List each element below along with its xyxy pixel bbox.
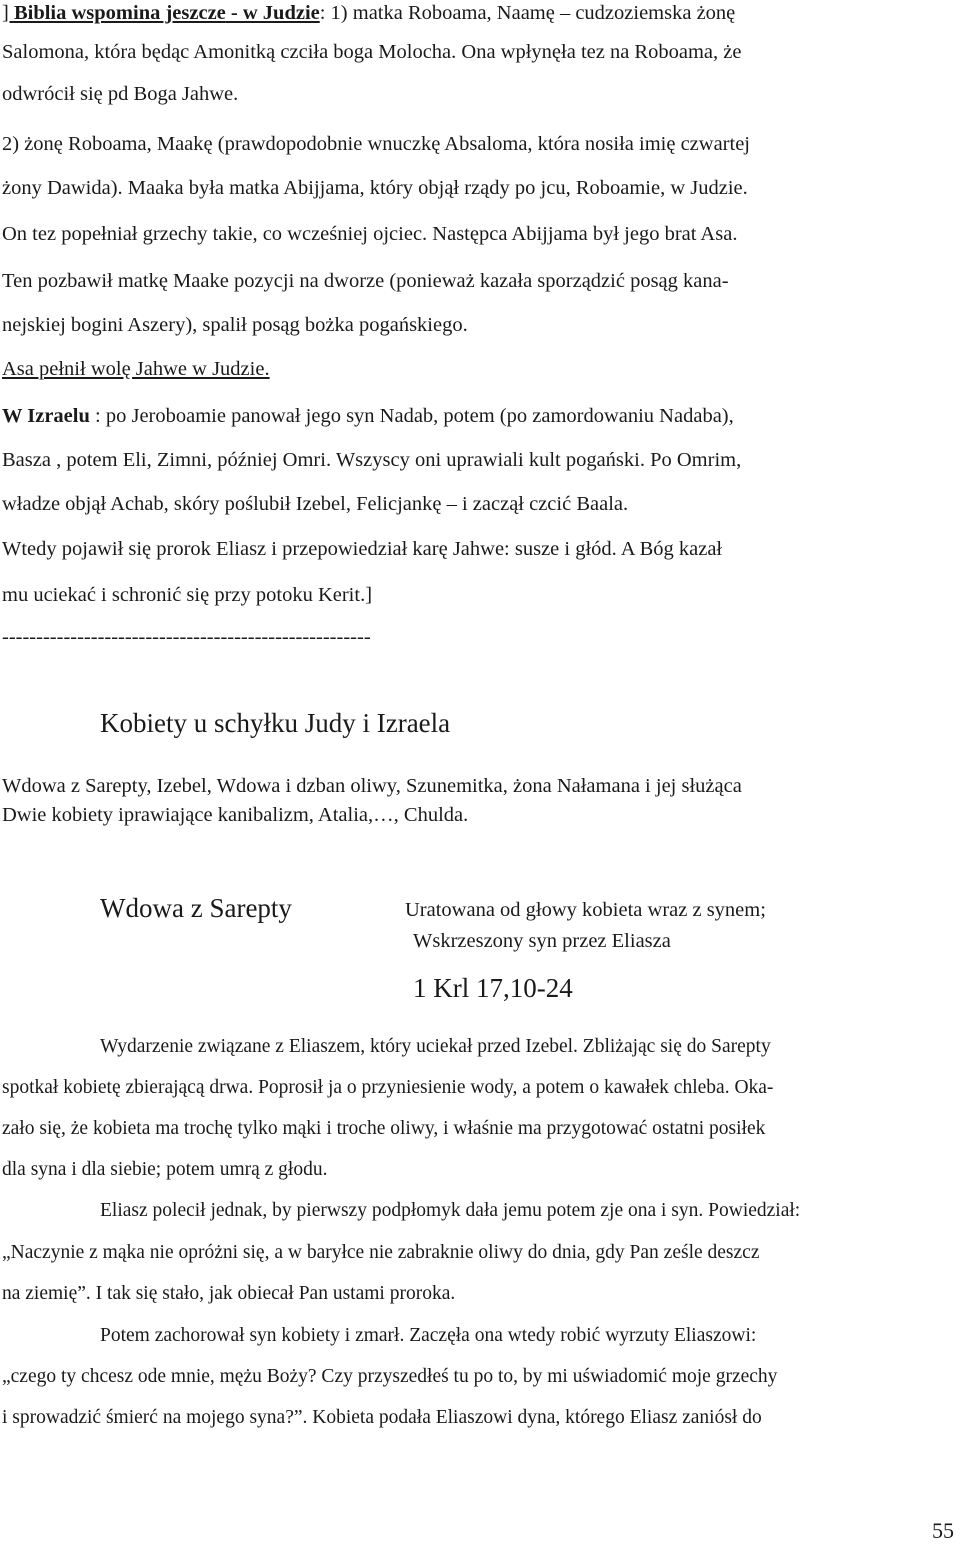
text-line: Eliasz polecił jednak, by pierwszy podpłomyk dała jemu potem zje ona i syn. Powiedział: (100, 1200, 801, 1221)
story-subtitle: Wskrzeszony syn przez Eliasza (413, 930, 671, 952)
text-line: Salomona, która będąc Amonitką czciła boga Molocha. Ona wpłynęła tez na Roboama, że (2, 41, 742, 63)
text-line: Asa pełnił wolę Jahwe w Judzie. (2, 358, 270, 380)
list-line: Dwie kobiety iprawiające kanibalizm, Atalia,…, Chulda. (2, 804, 469, 826)
section-heading: Kobiety u schyłku Judy i Izraela (100, 708, 451, 738)
text-line: 2) żonę Roboama, Maakę (prawdopodobnie wnuczkę Absaloma, która nosiła imię czwartej (2, 133, 750, 155)
text-line: Wtedy pojawił się prorok Eliasz i przepowiedział karę Jahwe: susze i głód. A Bóg kazał (2, 538, 723, 560)
text-line: spotkał kobietę zbierającą drwa. Poprosił ja o przyniesienie wody, a potem o kawałek chleba. Oka- (2, 1077, 774, 1098)
bracket: ] (2, 2, 14, 24)
bible-reference: 1 Krl 17,10-24 (413, 973, 573, 1003)
text-line: władze objął Achab, skóry poślubił Izebel, Felicjankę – i zaczął czcić Baala. (2, 493, 629, 515)
lead-phrase: Biblia wspomina jeszcze (13, 2, 226, 24)
text-line: Basza , potem Eli, Zimni, później Omri. Wszyscy oni uprawiali kult pogański. Po Omrim, (2, 449, 742, 471)
text-line: mu uciekać i schronić się przy potoku Kerit.] (2, 584, 373, 606)
story-title: Wdowa z Sarepty (100, 893, 292, 923)
story-subtitle: Uratowana od głowy kobieta wraz z synem; (405, 899, 766, 921)
line-rest: : 1) matka Roboama, Naamę – cudzoziemska żonę (319, 2, 736, 24)
text-line: Wydarzenie związane z Eliaszem, który uciekał przed Izebel. Zbliżając się do Sarepty (100, 1036, 771, 1057)
text-line: Potem zachorował syn kobiety i zmarł. Zaczęła ona wtedy robić wyrzuty Eliaszowi: (100, 1325, 757, 1346)
text-line: odwrócił się pd Boga Jahwe. (2, 83, 239, 105)
text-line (2, 0, 735, 26)
text-line: zało się, że kobieta ma trochę tylko mąki i troche oliwy, i właśnie ma przygotować ostatni posiłek (2, 1118, 766, 1139)
text-line: Ten pozbawił matkę Maake pozycji na dworze (ponieważ kazała sporządzić posąg kana- (2, 270, 729, 292)
text-line: na ziemię”. I tak się stało, jak obiecał Pan ustami proroka. (2, 1283, 456, 1304)
text-line: On tez popełniał grzechy takie, co wcześniej ojciec. Następca Abijjama był jego brat Asa. (2, 223, 738, 245)
line-rest: : po Jeroboamie panował jego syn Nadab, potem (po zamordowaniu Nadaba), (89, 405, 734, 427)
text-line: dla syna i dla siebie; potem umrą z głodu. (2, 1159, 328, 1180)
text-line: „czego ty chcesz ode mnie, mężu Boży? Czy przyszedłeś tu po to, by mi uświadomić moje grzechy (2, 1366, 778, 1387)
text-line: nejskiej bogini Aszery), spalił posąg bożka pogańskiego. (2, 314, 468, 336)
text-line: żony Dawida). Maaka była matka Abijjama, który objął rządy po jcu, Roboamie, w Judzie. (2, 177, 748, 199)
israel-label: W Izraelu (2, 405, 90, 427)
list-line: Wdowa z Sarepty, Izebel, Wdowa i dzban oliwy, Szunemitka, żona Nałamana i jej służąca (2, 775, 742, 797)
text-line: „Naczynie z mąka nie opróżni się, a w baryłce nie zabraknie oliwy do dnia, gdy Pan ześle deszcz (2, 1242, 760, 1263)
text-line: i sprowadzić śmierć na mojego syna?”. Kobieta podała Eliaszowi dyna, którego Eliasz zaniósł do (2, 1407, 762, 1428)
lead-phrase-judah: - w Judzie (225, 2, 320, 24)
text-line (2, 403, 734, 429)
separator: ------------------------------------------------------ (2, 626, 371, 648)
page-number: 55 (932, 1518, 954, 1543)
